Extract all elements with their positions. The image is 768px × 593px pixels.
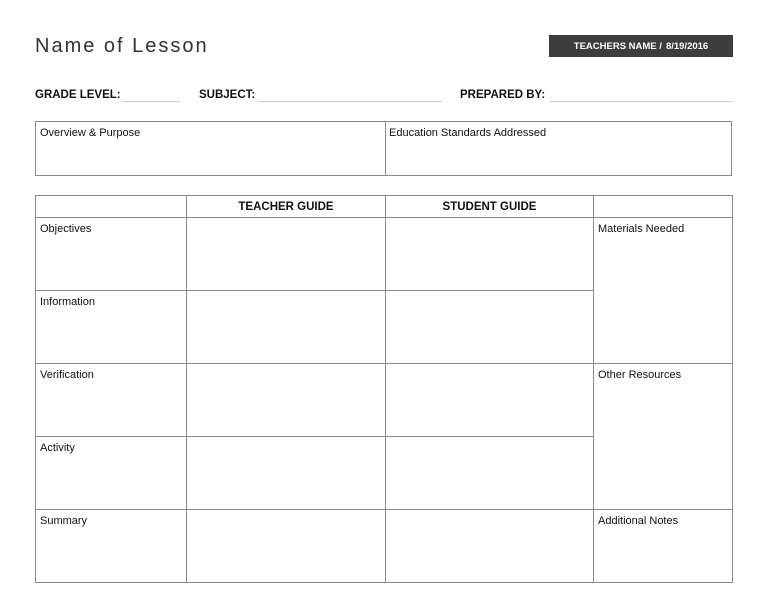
row-label-verification: Verification [36,364,187,437]
student-guide-cell[interactable] [386,218,594,291]
sidebar-header-cell [594,196,733,218]
teacher-guide-cell[interactable] [187,364,386,437]
row-label-summary: Summary [36,510,187,583]
lesson-grid [35,195,733,583]
student-guide-cell[interactable] [386,437,594,510]
additional-notes-cell[interactable]: Additional Notes [594,510,733,583]
row-label-objectives: Objectives [36,218,187,291]
student-guide-cell[interactable] [386,364,594,437]
lesson-title: Name of Lesson [35,35,209,57]
table-row [36,510,733,583]
grade-level-field[interactable] [122,101,180,102]
teacher-guide-cell[interactable] [187,437,386,510]
student-guide-cell[interactable] [386,291,594,364]
teacher-guide-header: TEACHER GUIDE [187,196,386,218]
teacher-date-badge [549,35,733,57]
student-guide-header: STUDENT GUIDE [386,196,594,218]
student-guide-cell[interactable] [386,510,594,583]
overview-purpose-cell[interactable]: Overview & Purpose [40,127,141,139]
overview-divider [385,122,386,175]
row-label-information: Information [36,291,187,364]
lesson-date: 8/19/2016 [665,40,709,52]
grid-header-row [36,196,733,218]
row-label-activity: Activity [36,437,187,510]
prepared-by-label: PREPARED BY: [460,89,546,101]
teacher-name-label: TEACHERS NAME / [573,40,662,52]
teacher-guide-cell[interactable] [187,510,386,583]
subject-label: SUBJECT: [199,89,256,101]
subject-field[interactable] [258,101,443,102]
teacher-guide-cell[interactable] [187,218,386,291]
teacher-guide-cell[interactable] [187,291,386,364]
grid-corner-cell [36,196,187,218]
table-row [36,218,733,291]
overview-box [35,121,732,176]
education-standards-cell[interactable]: Education Standards Addressed [389,127,547,139]
grade-level-label: GRADE LEVEL: [35,89,121,101]
prepared-by-field[interactable] [549,101,733,102]
table-row [36,364,733,437]
materials-needed-cell[interactable]: Materials Needed [594,218,733,364]
other-resources-cell[interactable]: Other Resources [594,364,733,510]
